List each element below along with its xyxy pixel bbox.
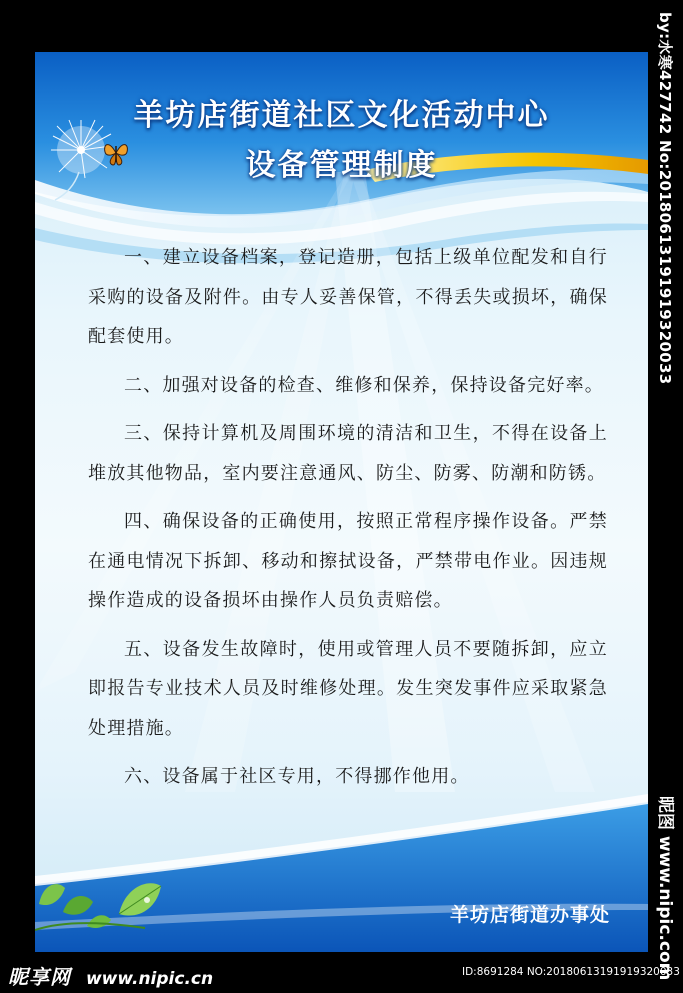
leaves-icon	[35, 864, 175, 934]
regulation-item: 二、加强对设备的检查、维修和保养，保持设备完好率。	[124, 374, 604, 396]
regulation-item: 五、设备发生故障时，使用或管理人员不要随拆卸，应立即报告专业技术人员及时维修处理。发生突发事件应采取紧急处理措施。	[88, 638, 608, 739]
logo-name: 昵享网	[8, 965, 71, 989]
poster-board	[35, 52, 648, 952]
regulation-item: 一、建立设备档案，登记造册，包括上级单位配发和自行采购的设备及附件。由专人妥善保管，不得丢失或损坏，确保配套使用。	[88, 247, 608, 347]
nipic-logo	[8, 961, 213, 990]
poster-subtitle: 设备管理制度	[245, 148, 438, 183]
logo-url: www.nipic.cn	[85, 969, 214, 989]
side-watermark-bottom: 昵图 www.nipic.com	[655, 796, 675, 981]
regulation-item: 四、确保设备的正确使用，按照正常程序操作设备。严禁在通电情况下拆卸、移动和擦拭设备，严禁带电作业。因违规操作造成的设备损坏由操作人员负责赔偿。	[88, 511, 608, 611]
regulation-item: 六、设备属于社区专用，不得挪作他用。	[124, 766, 470, 787]
regulation-body	[88, 238, 608, 806]
poster-title: 羊坊店街道社区文化活动中心	[133, 98, 550, 133]
issuer-signature: 羊坊店街道办事处	[449, 904, 610, 926]
side-watermark-top: by:水寒427742 No:20180613191919320033	[656, 12, 674, 385]
regulation-item: 三、保持计算机及周围环境的清洁和卫生，不得在设备上堆放其他物品，室内要注意通风、防尘、防雾、防潮和防锈。	[88, 423, 608, 484]
image-id-line: ID:8691284 NO:20180613191919320033	[462, 966, 680, 978]
